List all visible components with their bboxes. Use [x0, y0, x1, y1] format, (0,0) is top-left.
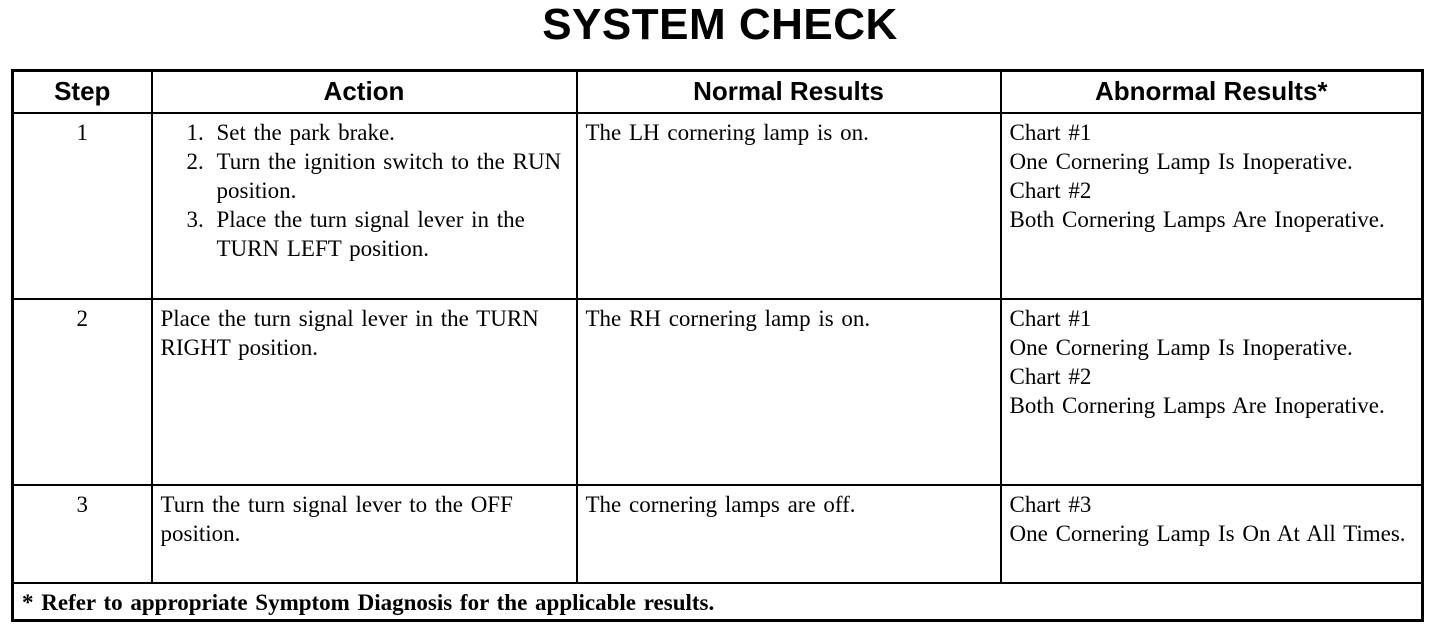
abnormal-chart-ref: Chart #1	[1009, 119, 1092, 145]
step-number: 3	[13, 485, 152, 583]
normal-result: The RH cornering lamp is on.	[577, 299, 1001, 485]
abnormal-chart-ref: Chart #2	[1009, 177, 1092, 203]
footnote: * Refer to appropriate Symptom Diagnosis for the applicable results.	[13, 583, 1423, 621]
action-list	[161, 118, 568, 263]
table-row	[13, 485, 1423, 583]
abnormal-symptom: One Cornering Lamp Is Inoperative.	[1009, 148, 1353, 174]
abnormal-result	[1001, 299, 1423, 485]
action-item	[187, 147, 568, 205]
abnormal-symptom: One Cornering Lamp Is On At All Times.	[1009, 520, 1406, 546]
action-item	[187, 118, 568, 147]
normal-result: The cornering lamps are off.	[577, 485, 1001, 583]
action-item	[187, 205, 568, 263]
action-item-text: Set the park brake.	[216, 119, 395, 145]
abnormal-chart-ref: Chart #3	[1009, 491, 1092, 517]
footnote-row	[13, 583, 1423, 621]
abnormal-result	[1001, 113, 1423, 299]
action-item-text: Place the turn signal lever in the TURN LEFT position.	[216, 206, 525, 261]
step-number: 2	[13, 299, 152, 485]
abnormal-symptom: Both Cornering Lamps Are Inoperative.	[1009, 206, 1385, 232]
action-cell: Place the turn signal lever in the TURN RIGHT position.	[152, 299, 577, 485]
abnormal-symptom: One Cornering Lamp Is Inoperative.	[1009, 334, 1353, 360]
system-check-table	[11, 69, 1424, 622]
abnormal-symptom: Both Cornering Lamps Are Inoperative.	[1009, 392, 1385, 418]
header-action: Action	[152, 71, 577, 113]
action-item-number: 3.	[186, 206, 204, 232]
header-abnormal-results: Abnormal Results*	[1001, 71, 1423, 113]
normal-result: The LH cornering lamp is on.	[577, 113, 1001, 299]
page-title: SYSTEM CHECK	[542, 0, 898, 49]
table-row	[13, 113, 1423, 299]
action-item-number: 1.	[186, 119, 204, 145]
abnormal-chart-ref: Chart #2	[1009, 363, 1092, 389]
header-row	[13, 71, 1423, 113]
table-row	[13, 299, 1423, 485]
abnormal-chart-ref: Chart #1	[1009, 305, 1092, 331]
action-item-text: Turn the ignition switch to the RUN position.	[216, 148, 562, 203]
abnormal-result	[1001, 485, 1423, 583]
header-normal-results: Normal Results	[577, 71, 1001, 113]
action-item-number: 2.	[186, 148, 204, 174]
action-cell: Turn the turn signal lever to the OFF position.	[152, 485, 577, 583]
header-step: Step	[13, 71, 152, 113]
step-number: 1	[13, 113, 152, 299]
action-cell	[152, 113, 577, 299]
